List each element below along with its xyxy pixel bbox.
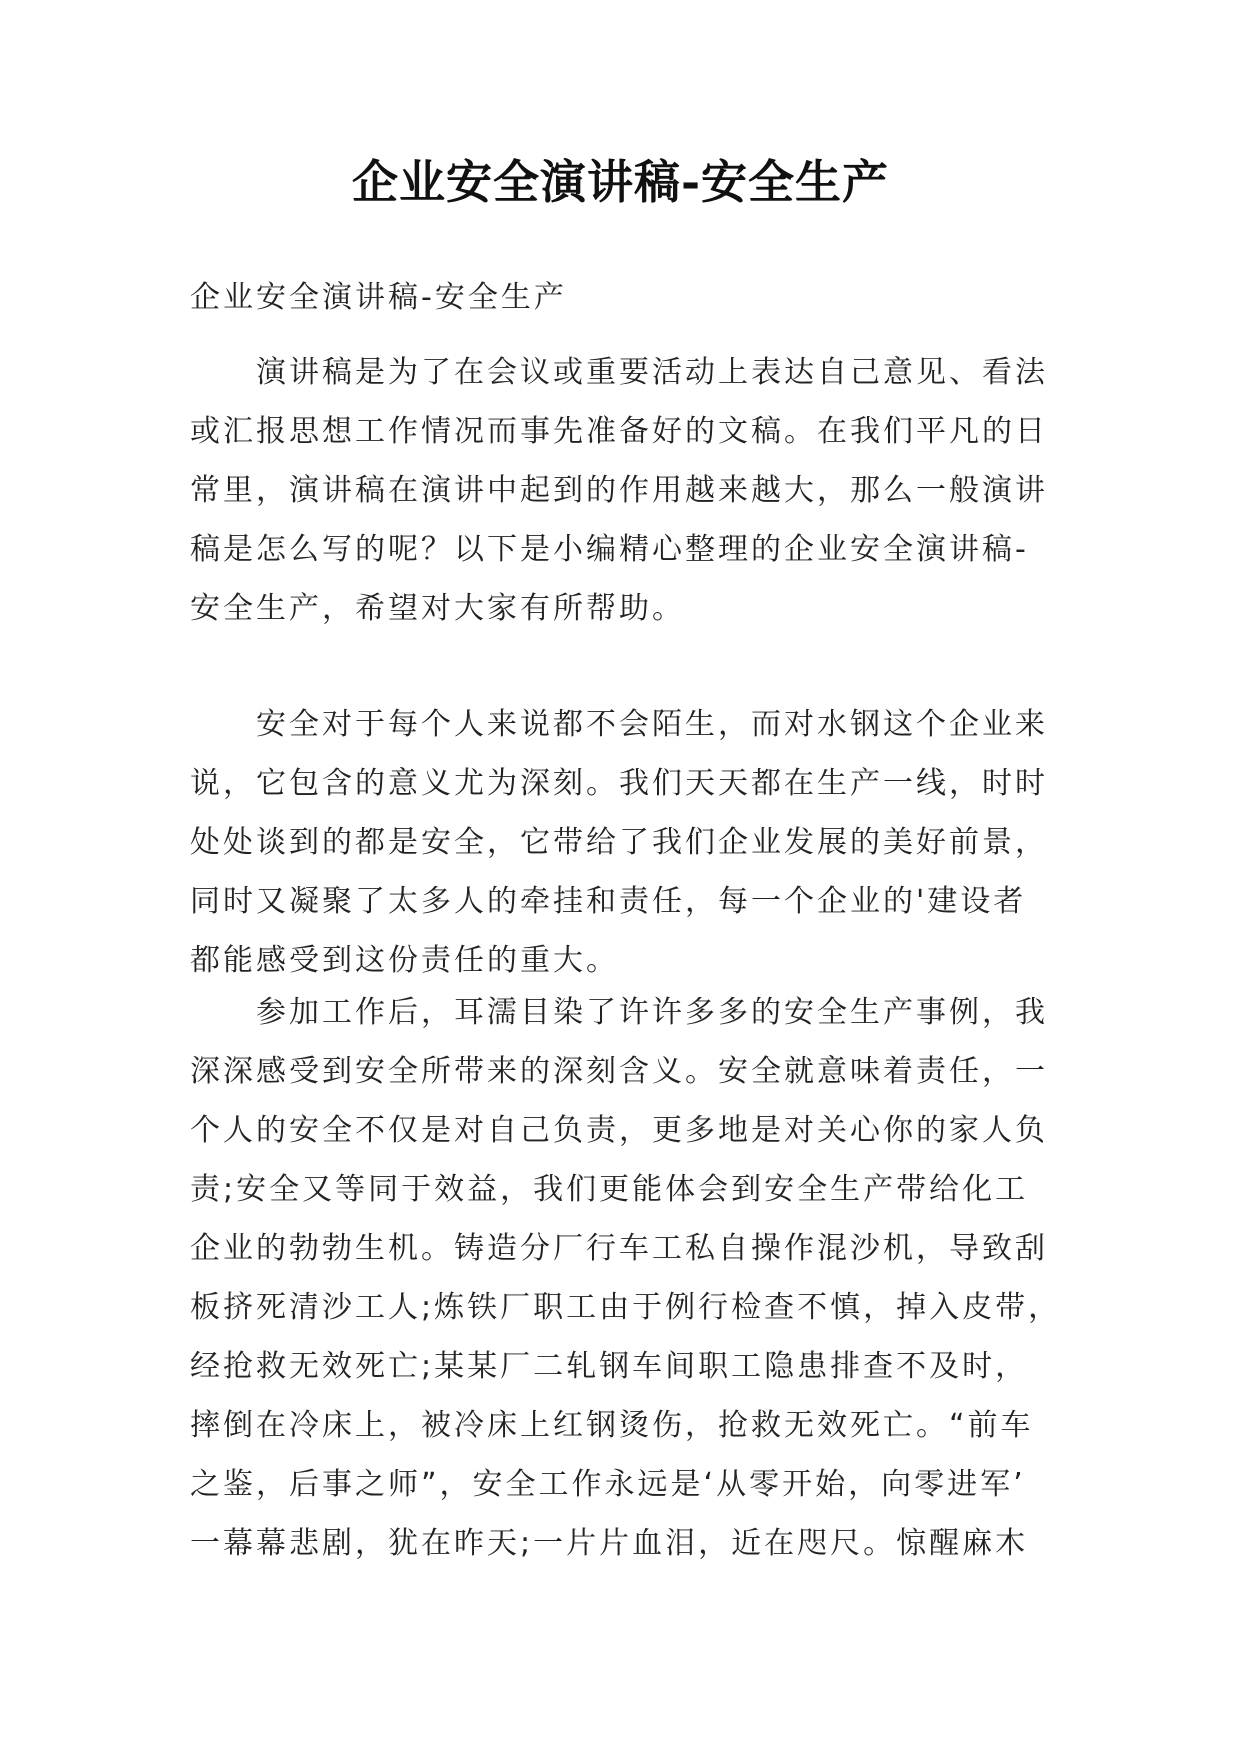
paragraph-safety-examples: [190, 983, 1062, 1573]
paragraph-line: 演讲稿是为了在会议或重要活动上表达自己意见、看法: [190, 355, 1048, 390]
paragraph-line: 都能感受到这份责任的重大。: [190, 943, 619, 978]
paragraph-line: 说，它包含的意义尤为深刻。我们天天都在生产一线，时时: [190, 766, 1048, 801]
paragraph-line: 板挤死清沙工人;炼铁厂职工由于例行检查不慎，掉入皮带，: [190, 1290, 1062, 1325]
paragraph-line: 同时又凝聚了太多人的牵挂和责任，每一个企业的'建设者: [190, 884, 1027, 919]
paragraph-line: 经抢救无效死亡;某某厂二轧钢车间职工隐患排查不及时，: [190, 1349, 1029, 1384]
paragraph-line: 深深感受到安全所带来的深刻含义。安全就意味着责任，一: [190, 1054, 1048, 1089]
paragraph-line: 或汇报思想工作情况而事先准备好的文稿。在我们平凡的日: [190, 414, 1048, 449]
paragraph-line: 安全对于每个人来说都不会陌生，而对水钢这个企业来: [190, 707, 1048, 742]
paragraph-line: 常里，演讲稿在演讲中起到的作用越来越大，那么一般演讲: [190, 473, 1048, 508]
document-title: 企业安全演讲稿-安全生产: [351, 155, 890, 209]
paragraph-line: 稿是怎么写的呢？以下是小编精心整理的企业安全演讲稿-: [190, 532, 1029, 567]
paragraph-line: 摔倒在冷床上，被冷床上红钢烫伤，抢救无效死亡。“前车: [190, 1408, 1034, 1443]
document-subtitle: [190, 268, 1050, 327]
paragraph-safety-meaning: [190, 695, 1050, 990]
paragraph-line: 责;安全又等同于效益，我们更能体会到安全生产带给化工: [190, 1172, 1029, 1207]
paragraph-intro: [190, 343, 1050, 638]
paragraph-line: 企业的勃勃生机。铸造分厂行车工私自操作混沙机，导致刮: [190, 1231, 1048, 1266]
paragraph-line: 之鉴，后事之师”，安全工作永远是‘从零开始，向零进军’: [190, 1467, 1026, 1502]
subtitle-text: 企业安全演讲稿-安全生产: [190, 280, 567, 315]
paragraph-line: 个人的安全不仅是对自己负责，更多地是对关心你的家人负: [190, 1113, 1048, 1148]
paragraph-line: 参加工作后，耳濡目染了许许多多的安全生产事例，我: [190, 995, 1048, 1030]
paragraph-line: 处处谈到的都是安全，它带给了我们企业发展的美好前景，: [190, 825, 1048, 860]
paragraph-line: 安全生产，希望对大家有所帮助。: [190, 591, 685, 626]
paragraph-line: 一幕幕悲剧，犹在昨天;一片片血泪，近在咫尺。惊醒麻木: [190, 1526, 1029, 1561]
